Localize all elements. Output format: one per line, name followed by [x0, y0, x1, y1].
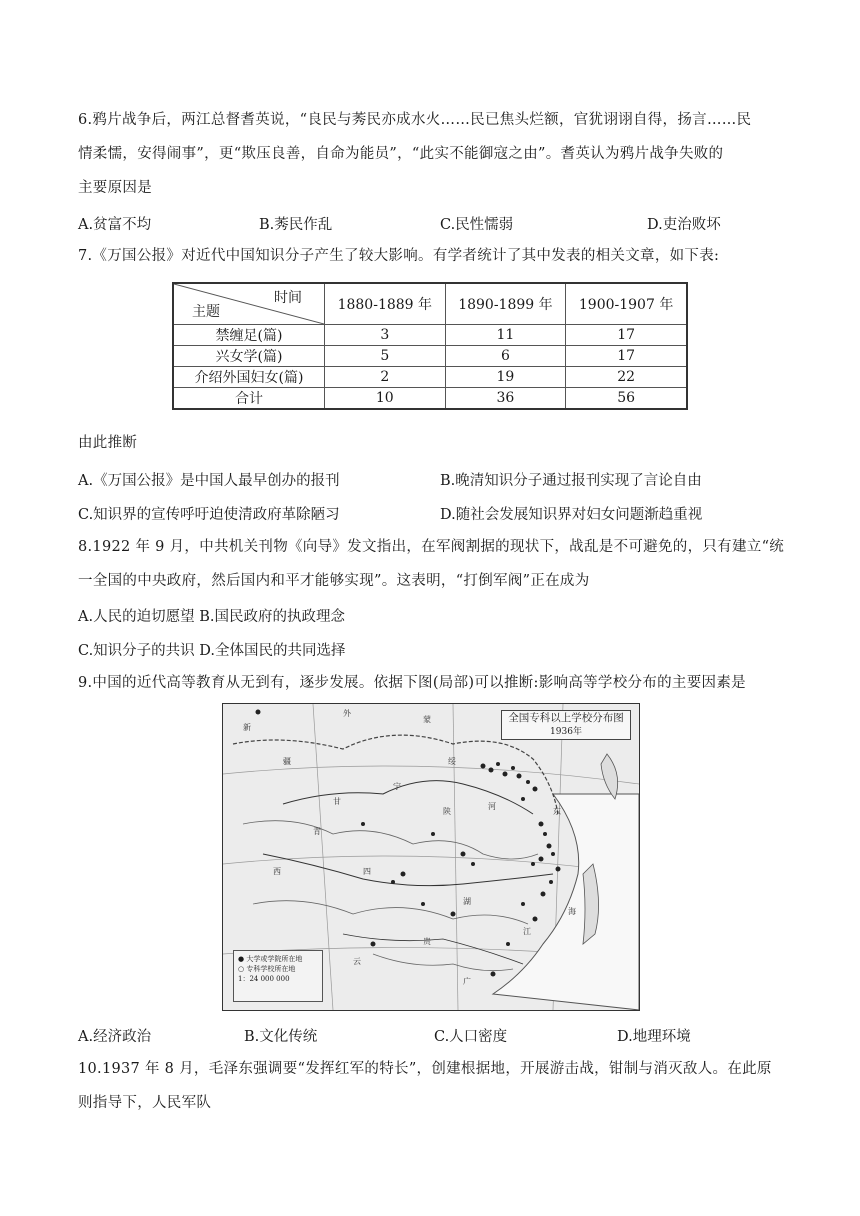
q8-line-2: 一全国的中央政府，然后国内和平才能够实现”。这表明，“打倒军阀”正在成为	[78, 573, 590, 589]
svg-text:贵: 贵	[423, 937, 431, 946]
svg-text:绥: 绥	[448, 757, 456, 766]
svg-text:四: 四	[363, 867, 371, 876]
q7-stem: 7.《万国公报》对近代中国知识分子产生了较大影响。有学者统计了其中发表的相关文章，如下表:	[78, 248, 720, 264]
q6-option-c[interactable]: C.民性懦弱	[440, 217, 514, 233]
svg-text:青: 青	[313, 827, 321, 836]
row-label: 介绍外国妇女(篇)	[173, 367, 325, 388]
q7-option-b[interactable]: B.晚清知识分子通过报刊实现了言论自由	[440, 473, 702, 489]
svg-text:湖: 湖	[463, 897, 471, 906]
q9-option-d[interactable]: D.地理环境	[617, 1029, 691, 1045]
row-label: 禁缠足(篇)	[173, 325, 325, 346]
q7-option-c[interactable]: C.知识界的宣传呼吁迫使清政府革除陋习	[78, 507, 340, 523]
row-label: 合计	[173, 388, 325, 410]
table-row	[173, 346, 687, 367]
table-cell: 19	[445, 367, 566, 388]
q9-option-a[interactable]: A.经济政治	[78, 1029, 152, 1045]
table-row	[173, 325, 687, 346]
table-row	[173, 367, 687, 388]
table-cell: 11	[445, 325, 566, 346]
map-legend	[233, 950, 323, 1002]
q6-option-a[interactable]: A.贫富不均	[78, 217, 152, 233]
table-cell: 22	[566, 367, 687, 388]
svg-text:宁: 宁	[393, 782, 401, 791]
legend-scale: 1：24 000 000	[238, 975, 290, 983]
corner-topic-label: 主题	[192, 304, 220, 320]
map-title-box	[501, 710, 631, 740]
legend-college: ○ 专科学校所在地	[238, 965, 296, 973]
table-corner-cell	[173, 283, 325, 325]
svg-text:江: 江	[523, 927, 531, 936]
statistics-table	[172, 282, 688, 410]
q8-options-cd[interactable]: C.知识分子的共识 D.全体国民的共同选择	[78, 643, 346, 659]
q10-line-2: 则指导下，人民军队	[78, 1095, 212, 1111]
svg-text:河: 河	[488, 802, 496, 811]
table-cell: 17	[566, 325, 687, 346]
column-header: 1900-1907 年	[566, 283, 687, 325]
q7-conclusion: 由此推断	[78, 435, 138, 451]
table-row	[173, 388, 687, 410]
table-cell: 5	[325, 346, 446, 367]
svg-text:蒙: 蒙	[423, 715, 431, 724]
table-cell: 36	[445, 388, 566, 410]
q7-option-a[interactable]: A.《万国公报》是中国人最早创办的报刊	[78, 473, 340, 489]
svg-text:广: 广	[463, 977, 471, 986]
table-cell: 2	[325, 367, 446, 388]
svg-text:东: 东	[553, 807, 561, 816]
q6-line-3: 主要原因是	[78, 180, 152, 196]
svg-text:疆: 疆	[283, 757, 291, 766]
q6-line-1: 6.鸦片战争后，两江总督耆英说，“良民与莠民亦成水火……民已焦头烂额，官犹诩诩自得，扬言……民	[78, 112, 752, 128]
q7-option-d[interactable]: D.随社会发展知识界对妇女问题渐趋重视	[440, 507, 703, 523]
column-header: 1880-1889 年	[325, 283, 446, 325]
q6-option-b[interactable]: B.莠民作乱	[259, 217, 333, 233]
svg-text:海: 海	[568, 907, 576, 916]
q6-option-d[interactable]: D.吏治败坏	[647, 217, 721, 233]
q10-line-1: 10.1937 年 8 月，毛泽东强调要“发挥红军的特长”，创建根据地，开展游击战，钳制与消灭敌人。在此原	[78, 1061, 772, 1077]
table-cell: 6	[445, 346, 566, 367]
q8-options-ab[interactable]: A.人民的迫切愿望 B.国民政府的执政理念	[78, 609, 345, 625]
q9-stem: 9.中国的近代高等教育从无到有，逐步发展。依据下图(局部)可以推断:影响高等学校分布的主要因素是	[78, 675, 746, 691]
svg-text:西: 西	[273, 867, 281, 876]
table-cell: 17	[566, 346, 687, 367]
table-cell: 56	[566, 388, 687, 410]
row-label: 兴女学(篇)	[173, 346, 325, 367]
q9-option-b[interactable]: B.文化传统	[244, 1029, 318, 1045]
map-title: 全国专科以上学校分布图	[508, 712, 624, 724]
table-cell: 3	[325, 325, 446, 346]
q9-option-c[interactable]: C.人口密度	[434, 1029, 508, 1045]
svg-text:陕: 陕	[443, 807, 451, 816]
table-cell: 10	[325, 388, 446, 410]
q6-line-2: 情柔懦，安得闹事”，更“欺压良善，自命为能员”，“此实不能御寇之由”。耆英认为鸦片战争失败的	[78, 146, 724, 162]
svg-text:云: 云	[353, 957, 361, 966]
svg-text:外: 外	[343, 709, 351, 718]
map-year: 1936年	[550, 727, 582, 737]
svg-text:新: 新	[243, 723, 251, 732]
svg-text:甘: 甘	[333, 797, 341, 806]
legend-university: ● 大学或学院所在地	[238, 955, 303, 963]
q8-line-1: 8.1922 年 9 月，中共机关刊物《向导》发文指出，在军阀割据的现状下，战乱是不可避免的，只有建立“统	[78, 539, 785, 555]
school-distribution-map	[222, 703, 640, 1011]
column-header: 1890-1899 年	[445, 283, 566, 325]
corner-time-label: 时间	[274, 290, 302, 306]
